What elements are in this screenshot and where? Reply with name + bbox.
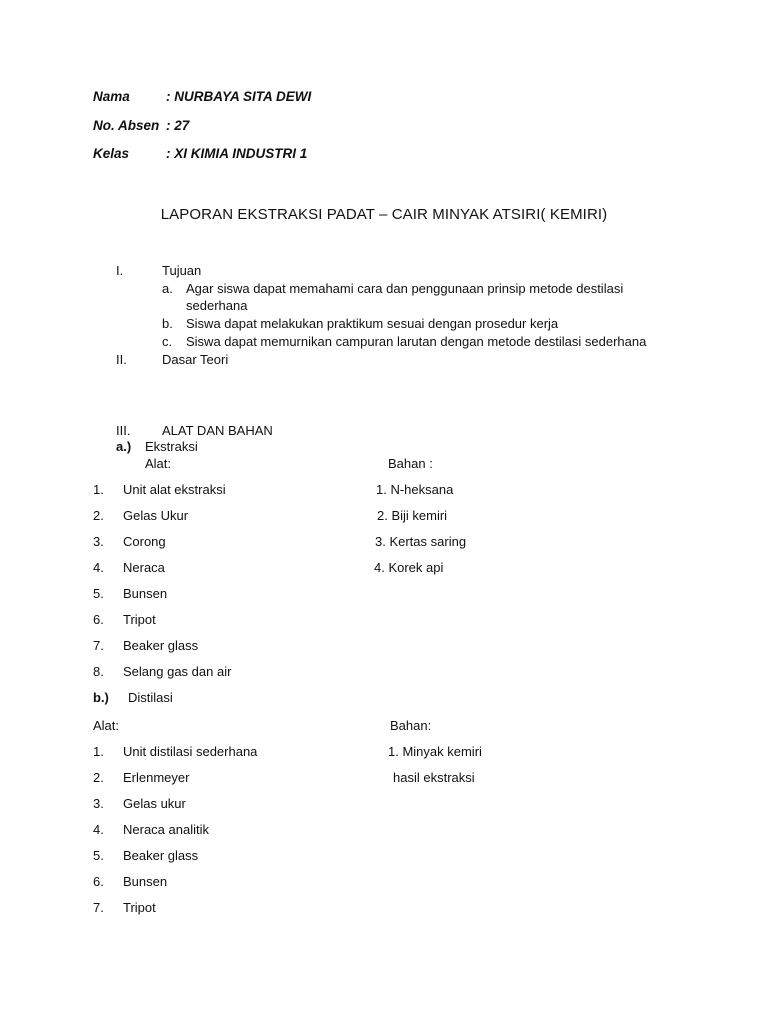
ekstraksi-alat-7-num: 7. bbox=[93, 638, 104, 653]
ekstraksi-bahan-1: 1. N-heksana bbox=[376, 482, 454, 497]
distilasi-alat-4-num: 4. bbox=[93, 822, 104, 837]
distilasi-alat-5-num: 5. bbox=[93, 848, 104, 863]
ekstraksi-alat-2-num: 2. bbox=[93, 508, 104, 523]
ekstraksi-alat-4: Neraca bbox=[123, 560, 165, 575]
ekstraksi-bahan-4: 4. Korek api bbox=[374, 560, 444, 575]
distilasi-alat-2: Erlenmeyer bbox=[123, 770, 190, 785]
ekstraksi-alat-3: Corong bbox=[123, 534, 166, 549]
sub-a-letter: a.) bbox=[116, 439, 132, 454]
kelas-label: Kelas bbox=[93, 146, 130, 161]
section-1-number: I. bbox=[116, 263, 124, 278]
distilasi-alat-7-num: 7. bbox=[93, 900, 104, 915]
nama-label: Nama bbox=[93, 89, 130, 104]
ekstraksi-alat-4-num: 4. bbox=[93, 560, 104, 575]
section-2-number: II. bbox=[116, 352, 127, 367]
distilasi-alat-1-num: 1. bbox=[93, 744, 104, 759]
ekstraksi-alat-1: Unit alat ekstraksi bbox=[123, 482, 226, 497]
distilasi-alat-6-num: 6. bbox=[93, 874, 104, 889]
tujuan-b-text: Siswa dapat melakukan praktikum sesuai dengan prosedur kerja bbox=[186, 316, 559, 331]
ekstraksi-alat-8-num: 8. bbox=[93, 664, 104, 679]
ekstraksi-alat-6-num: 6. bbox=[93, 612, 104, 627]
ekstraksi-alat-label: Alat: bbox=[145, 456, 172, 471]
ekstraksi-alat-1-num: 1. bbox=[93, 482, 104, 497]
tujuan-c-text: Siswa dapat memurnikan campuran larutan dengan metode destilasi sederhana bbox=[186, 334, 647, 349]
kelas-value: : XI KIMIA INDUSTRI 1 bbox=[166, 146, 308, 161]
distilasi-alat-1: Unit distilasi sederhana bbox=[123, 744, 258, 759]
section-3-number: III. bbox=[116, 423, 131, 438]
distilasi-alat-3: Gelas ukur bbox=[123, 796, 186, 811]
tujuan-c-letter: c. bbox=[162, 334, 173, 349]
ekstraksi-alat-3-num: 3. bbox=[93, 534, 104, 549]
distilasi-alat-7: Tripot bbox=[123, 900, 156, 915]
ekstraksi-alat-6: Tripot bbox=[123, 612, 156, 627]
absen-value: : 27 bbox=[166, 118, 190, 133]
section-3-heading: ALAT DAN BAHAN bbox=[162, 423, 273, 438]
sub-b-letter: b.) bbox=[93, 690, 109, 705]
section-1-heading: Tujuan bbox=[162, 263, 202, 278]
ekstraksi-alat-7: Beaker glass bbox=[123, 638, 199, 653]
nama-value: : NURBAYA SITA DEWI bbox=[166, 89, 312, 104]
distilasi-bahan-label: Bahan: bbox=[390, 718, 432, 733]
sub-a-heading: Ekstraksi bbox=[145, 439, 198, 454]
distilasi-bahan-1: 1. Minyak kemiri bbox=[388, 744, 482, 759]
distilasi-alat-5: Beaker glass bbox=[123, 848, 199, 863]
sub-b-heading: Distilasi bbox=[128, 690, 173, 705]
distilasi-alat-2-num: 2. bbox=[93, 770, 104, 785]
tujuan-a-letter: a. bbox=[162, 281, 173, 296]
absen-label: No. Absen bbox=[93, 118, 160, 133]
ekstraksi-alat-5-num: 5. bbox=[93, 586, 104, 601]
distilasi-alat-label: Alat: bbox=[93, 718, 120, 733]
tujuan-a-text: Agar siswa dapat memahami cara dan penggunaan prinsip metode destilasi bbox=[186, 281, 624, 296]
distilasi-alat-3-num: 3. bbox=[93, 796, 104, 811]
ekstraksi-bahan-label: Bahan : bbox=[388, 456, 433, 471]
ekstraksi-bahan-2: 2. Biji kemiri bbox=[377, 508, 448, 523]
distilasi-bahan-1-cont: hasil ekstraksi bbox=[393, 770, 475, 785]
distilasi-alat-6: Bunsen bbox=[123, 874, 168, 889]
tujuan-a-text-cont: sederhana bbox=[186, 298, 248, 313]
tujuan-b-letter: b. bbox=[162, 316, 173, 331]
distilasi-alat-4: Neraca analitik bbox=[123, 822, 209, 837]
ekstraksi-bahan-3: 3. Kertas saring bbox=[375, 534, 467, 549]
ekstraksi-alat-2: Gelas Ukur bbox=[123, 508, 189, 523]
section-2-heading: Dasar Teori bbox=[162, 352, 229, 367]
ekstraksi-alat-8: Selang gas dan air bbox=[123, 664, 232, 679]
ekstraksi-alat-5: Bunsen bbox=[123, 586, 168, 601]
document-title: LAPORAN EKSTRAKSI PADAT – CAIR MINYAK ATSIRI( KEMIRI) bbox=[160, 206, 608, 223]
